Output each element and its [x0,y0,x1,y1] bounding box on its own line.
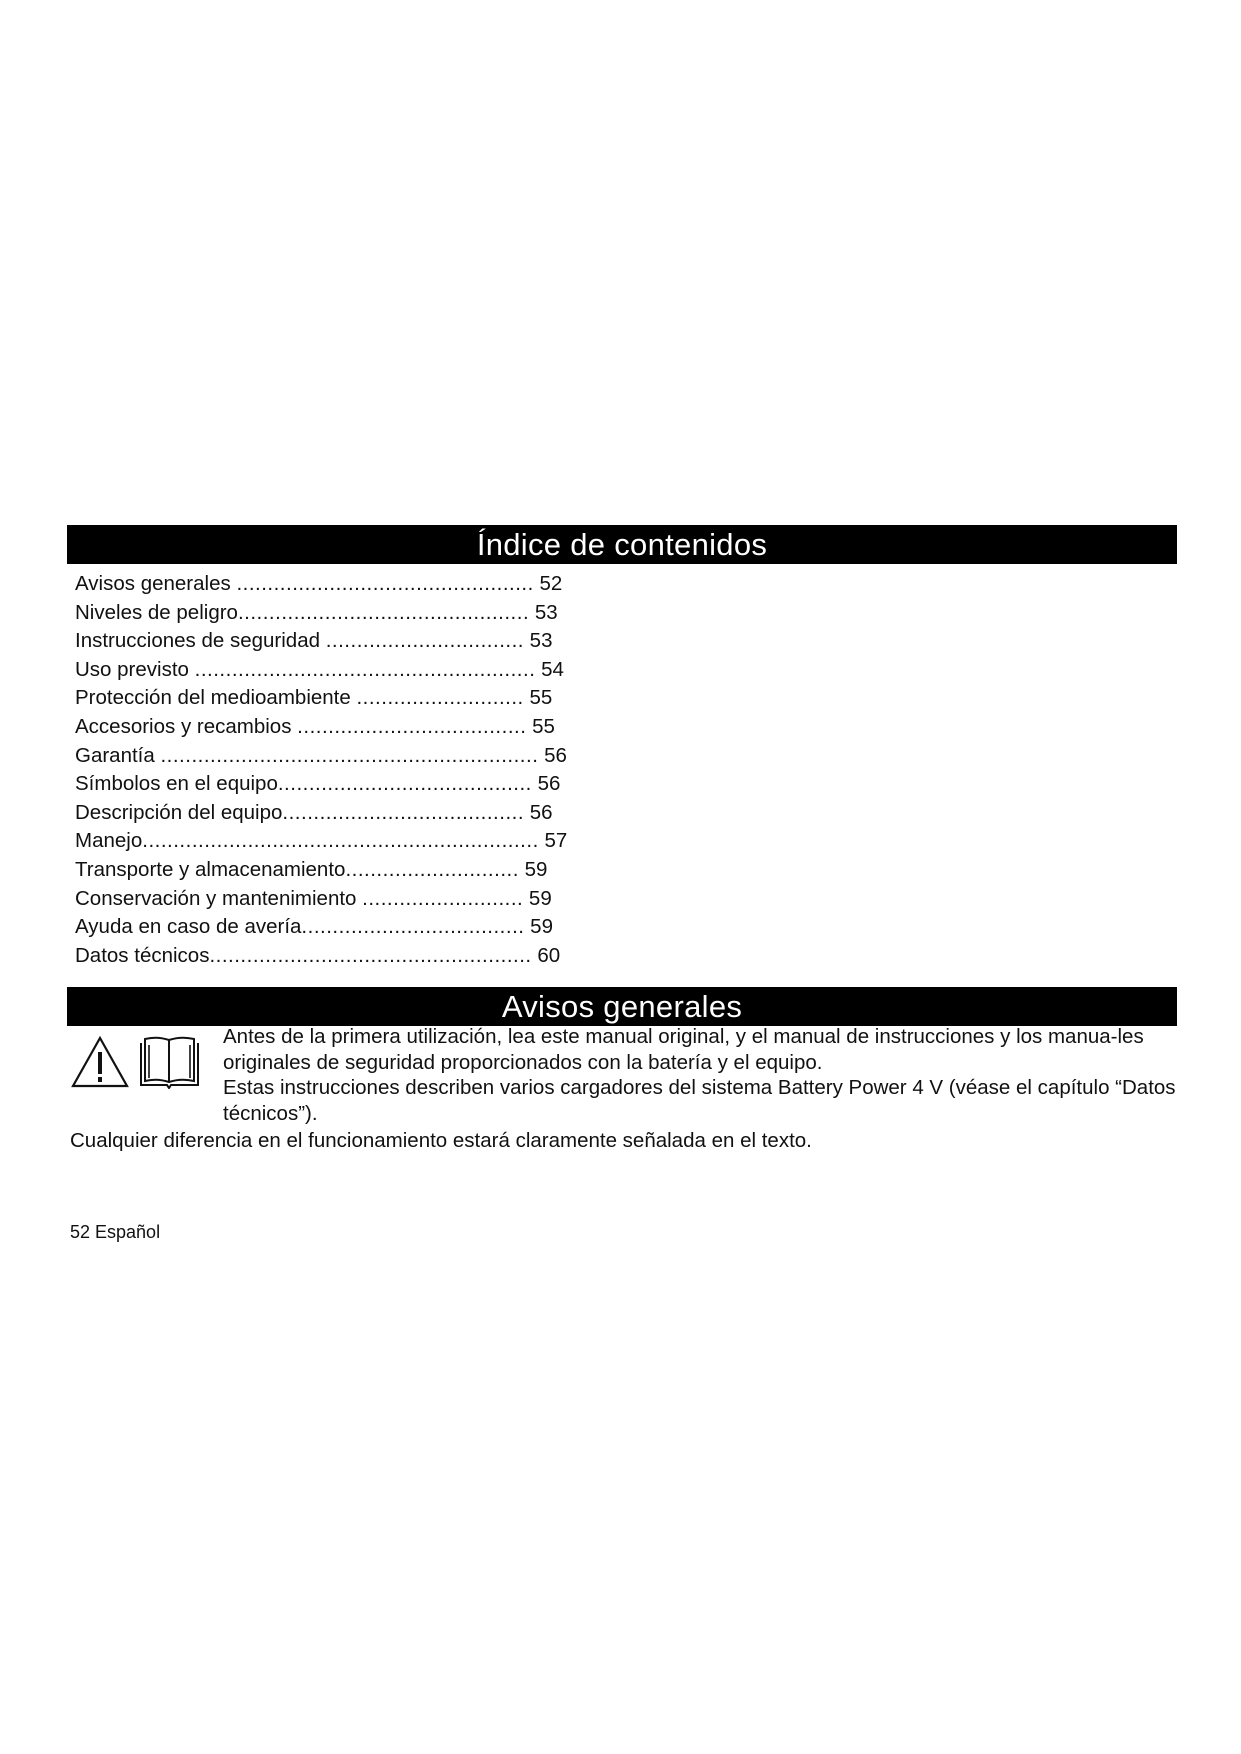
general-notes-heading: Avisos generales [67,987,1177,1026]
toc-entry-page: 52 [533,572,563,595]
toc-entry [75,713,595,742]
toc-entry-title: Niveles de peligro [75,600,238,624]
toc-entry-leader: ............................ [345,857,519,881]
toc-entry-leader: ....................................... [282,800,525,824]
toc-entry-title: Manejo [75,829,143,853]
toc-entry-page: 53 [529,600,558,624]
toc-entry [75,799,595,828]
toc-entry-leader: ................................................ [236,572,534,595]
toc-entry [75,827,595,856]
toc-entry-leader: ....................................................... [194,657,536,681]
toc-entry [75,627,595,656]
toc-entry-title: Uso previsto [75,657,195,681]
toc-entry-title: Ayuda en caso de avería [75,915,302,939]
toc-entry-page: 56 [538,743,567,767]
toc-entry-title: Símbolos en el equipo [75,772,278,796]
toc-entry-page: 59 [518,857,548,881]
toc-entry-page: 60 [531,943,561,967]
toc-entry-leader: ..................................... [297,714,527,738]
toc-entry-page: 55 [526,714,555,738]
toc-entry [75,570,595,599]
toc-entry-page: 59 [524,915,553,939]
toc-entry-leader: ............................................................. [160,743,539,767]
toc-entry [75,770,595,799]
toc-entry-leader: ................................................................ [142,829,539,853]
toc-entry-leader: ........................... [356,686,524,710]
toc-entry [75,742,595,771]
toc-entry-leader: ................................ [325,629,524,653]
toc-entry-title: Descripción del equipo [75,800,283,824]
toc-entry [75,656,595,685]
page-footer: 52 Español [70,1222,161,1242]
toc-entry [75,885,595,914]
toc-entry-page: 57 [538,829,568,853]
toc-entry-leader: .................................................... [209,943,532,967]
toc-entry-page: 55 [523,686,553,710]
toc-entry-page: 56 [531,772,561,796]
toc-entry-title: Instrucciones de seguridad [75,629,326,653]
toc-entry-title: Protección del medioambiente [75,686,357,710]
toc-entry-title: Avisos generales [75,572,237,595]
toc-entry-title: Conservación y mantenimiento [75,886,363,910]
manual-book-icon [137,1033,202,1089]
toc-list [75,570,595,970]
intro-paragraph-differences: Cualquier diferencia en el funcionamiento estará claramente señalada en el texto. [70,1129,812,1152]
warning-triangle-icon [70,1035,130,1089]
toc-entry [75,684,595,713]
toc-entry-leader: ............................................... [237,600,530,624]
toc-entry-title: Transporte y almacenamiento [75,857,346,881]
toc-entry-title: Garantía [75,743,161,767]
toc-entry [75,942,595,971]
intro-paragraph-manual: Antes de la primera utilización, lea este manual original, y el manual de instrucciones y los manua-les originales de seguridad proporcionados con la batería y el equipo. [223,1025,1144,1074]
toc-entry-page: 53 [523,629,553,653]
toc-entry-leader: .......................... [362,886,524,910]
toc-entry [75,856,595,885]
toc-entry-page: 59 [523,886,552,910]
toc-entry-page: 56 [524,800,553,824]
toc-entry [75,599,595,628]
intro-paragraph-chargers: Estas instrucciones describen varios cargadores del sistema Battery Power 4 V (véase el capítulo “Datos técnicos”). [223,1076,1176,1125]
toc-heading: Índice de contenidos [67,525,1177,564]
toc-entry-page: 54 [535,657,564,681]
toc-entry [75,913,595,942]
toc-entry-title: Accesorios y recambios [75,714,298,738]
toc-entry-title: Datos técnicos [75,943,210,967]
toc-entry-leader: .................................... [301,915,525,939]
toc-entry-leader: ......................................... [277,772,532,796]
